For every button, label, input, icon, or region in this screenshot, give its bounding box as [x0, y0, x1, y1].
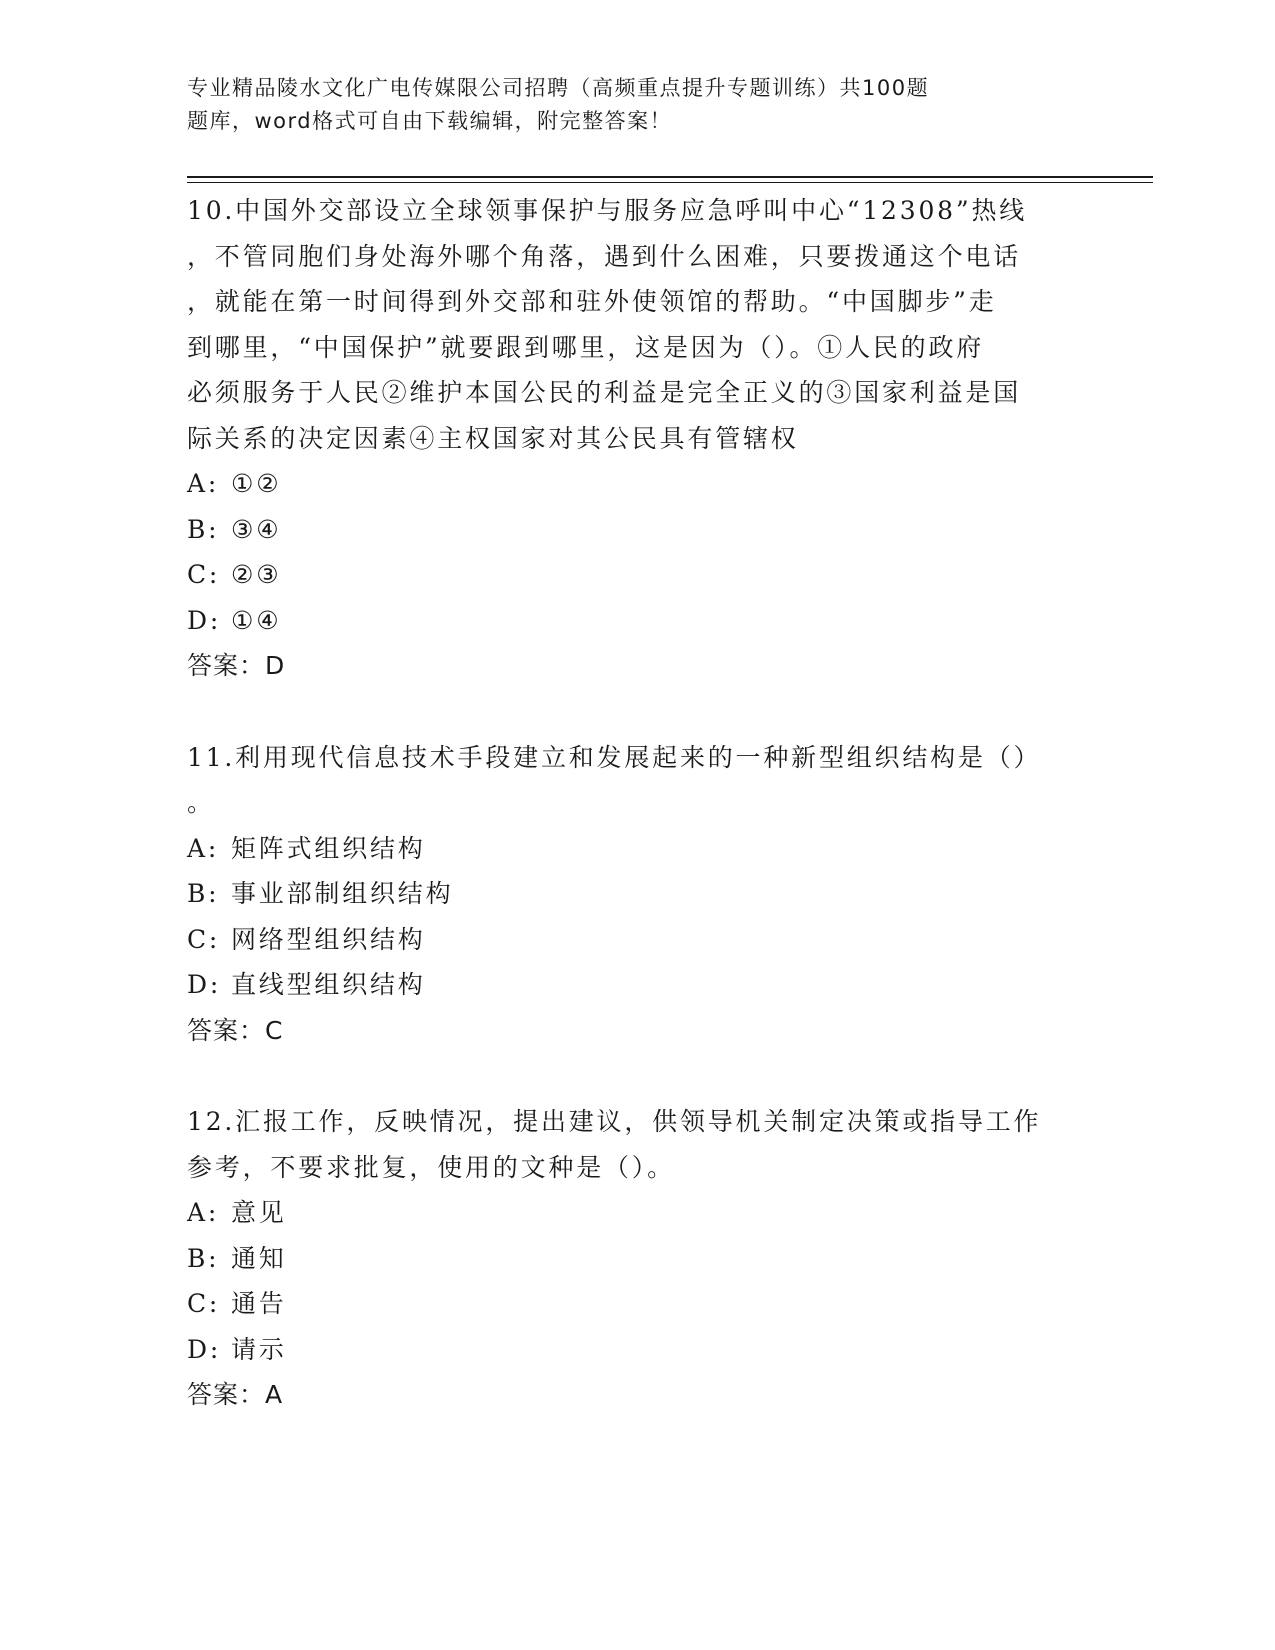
option-text: 意见 — [231, 1198, 287, 1227]
question-text-line: ，不管同胞们身处海外哪个角落，遇到什么困难，只要拨通这个电话 — [187, 241, 1022, 271]
document-header — [187, 72, 1027, 138]
question-text-line: ，就能在第一时间得到外交部和驻外使领馆的帮助。“中国脚步”走 — [187, 287, 997, 316]
option-key: C: — [187, 560, 221, 589]
option-text: ③④ — [231, 514, 282, 544]
option-key: D: — [187, 1334, 222, 1364]
option-c — [187, 552, 1067, 598]
header-line-1: 专业精品陵水文化广电传媒限公司招聘（高频重点提升专题训练）共100题 — [187, 76, 930, 100]
header-divider-thin — [187, 182, 1153, 183]
option-key: A: — [187, 1198, 220, 1227]
option-d — [187, 962, 1067, 1008]
question-text-line: 。 — [187, 788, 215, 817]
option-a — [187, 461, 1067, 507]
option-text: 网络型组织结构 — [231, 924, 426, 954]
option-c — [187, 1281, 1067, 1327]
option-key: C: — [187, 924, 221, 954]
option-b — [187, 871, 1067, 917]
header-line-2: 题库，word格式可自由下载编辑，附完整答案！ — [187, 109, 673, 133]
option-key: A: — [187, 833, 220, 863]
option-b — [187, 507, 1067, 553]
question-list — [187, 188, 1067, 1464]
option-text: ①④ — [231, 605, 282, 635]
option-b — [187, 1236, 1067, 1282]
option-key: D: — [187, 605, 222, 635]
answer-line: 答案：D — [187, 651, 286, 680]
option-text: 通知 — [231, 1243, 287, 1273]
option-d — [187, 1327, 1067, 1373]
question-12 — [187, 1099, 1067, 1418]
option-text: ①② — [231, 469, 282, 498]
option-key: C: — [187, 1289, 221, 1318]
option-key: B: — [187, 1243, 220, 1273]
option-key: B: — [187, 514, 220, 544]
question-11 — [187, 735, 1067, 1054]
option-a — [187, 1190, 1067, 1236]
option-text: 事业部制组织结构 — [231, 879, 454, 908]
option-text: 请示 — [231, 1334, 287, 1364]
option-key: A: — [187, 469, 220, 498]
question-text-line: 际关系的决定因素④主权国家对其公民具有管辖权 — [187, 423, 799, 453]
answer-line: 答案：A — [187, 1380, 284, 1409]
answer-line: 答案：C — [187, 1015, 284, 1045]
question-10 — [187, 188, 1067, 689]
question-text-line: 10.中国外交部设立全球领事保护与服务应急呼叫中心“12308”热线 — [187, 196, 1028, 225]
option-d — [187, 598, 1067, 644]
option-text: ②③ — [231, 560, 282, 589]
option-c — [187, 917, 1067, 963]
option-text: 通告 — [231, 1289, 287, 1318]
question-text-line: 到哪里，“中国保护”就要跟到哪里，这是因为（）。①人民的政府 — [187, 332, 985, 362]
header-divider-thick — [187, 176, 1153, 178]
option-text: 矩阵式组织结构 — [231, 833, 426, 863]
option-key: B: — [187, 879, 220, 908]
question-text-line: 参考，不要求批复，使用的文种是（）。 — [187, 1152, 675, 1182]
question-text-line: 11.利用现代信息技术手段建立和发展起来的一种新型组织结构是（） — [187, 742, 1042, 772]
option-text: 直线型组织结构 — [231, 970, 426, 999]
option-a — [187, 826, 1067, 872]
option-key: D: — [187, 970, 222, 999]
question-text-line: 必须服务于人民②维护本国公民的利益是完全正义的③国家利益是国 — [187, 378, 1022, 407]
question-text-line: 12.汇报工作，反映情况，提出建议，供领导机关制定决策或指导工作 — [187, 1107, 1042, 1136]
